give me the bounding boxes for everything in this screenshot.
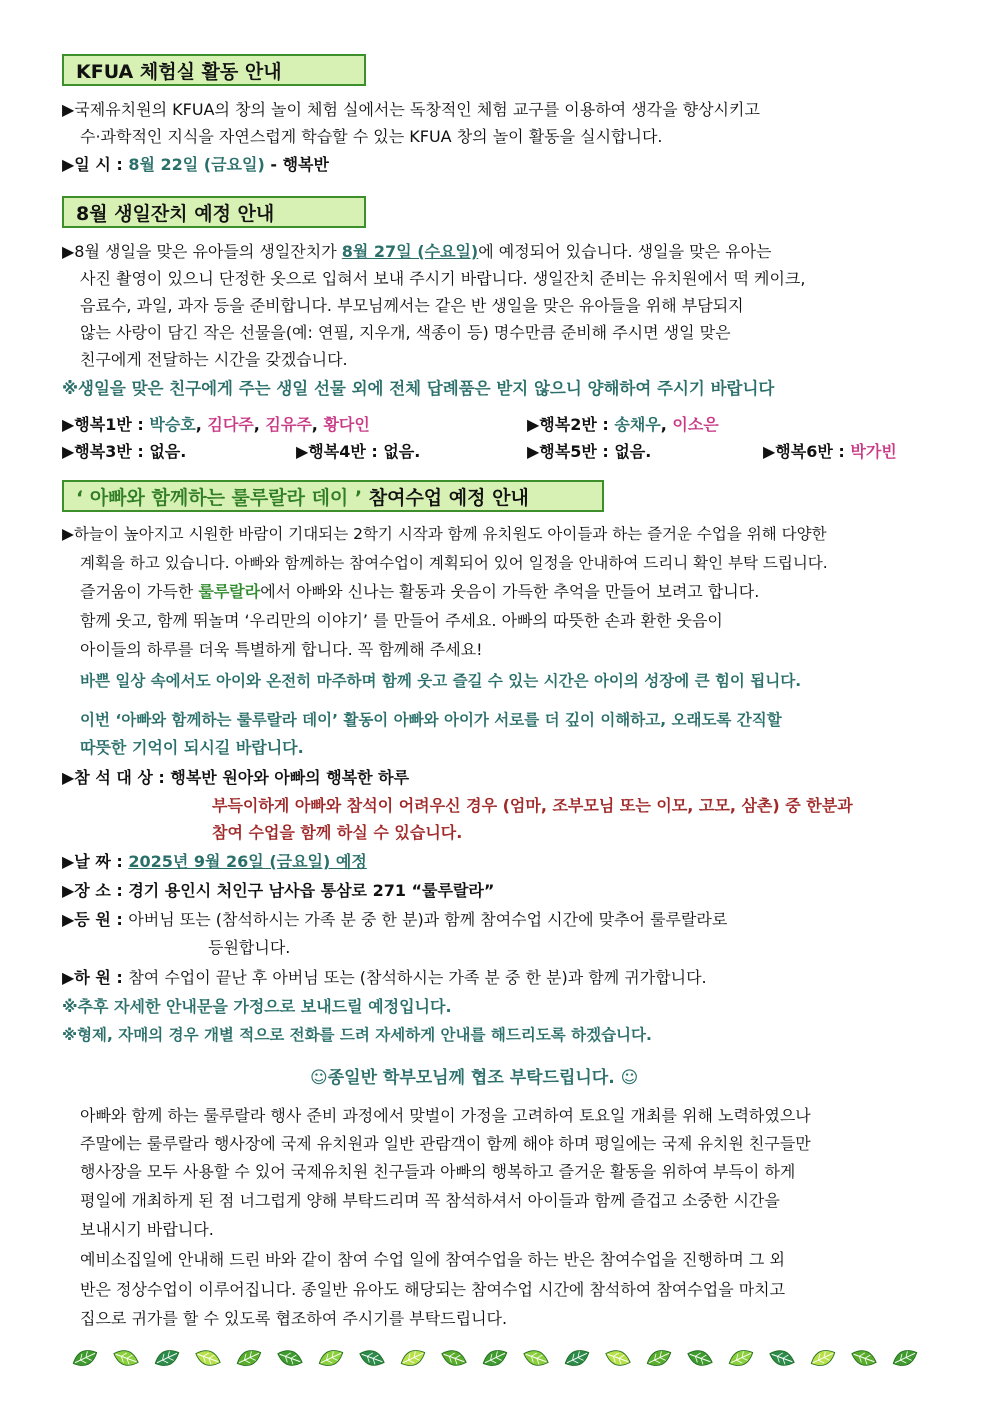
class-1-child: 박승호 <box>149 415 196 434</box>
dad-day-attendee-row <box>62 766 409 790</box>
dad-day-departure-row <box>62 966 707 990</box>
dad-day-section-title <box>62 480 604 512</box>
leaf-icon <box>603 1348 633 1368</box>
leaf-icon <box>685 1348 715 1368</box>
dad-day-date-row <box>62 850 367 874</box>
dad-day-title-suffix: 참여수업 예정 안내 <box>362 487 529 509</box>
dad-day-paragraph-line-4: 함께 웃고, 함께 뛰놀며 ‘우리만의 이야기’ 를 만들어 주세요. 아빠의 따뜻한 손과 환한 웃음이 <box>80 611 723 630</box>
arrival-value: 아버님 또는 (참석하시는 가족 분 중 한 분)과 함께 참여수업 시간에 맞추어 룰루랄라로 <box>128 910 728 929</box>
leaf-icon <box>849 1348 879 1368</box>
birthday-text-a: ▶8월 생일을 맞은 유아들의 생일잔치가 <box>62 242 342 261</box>
all-day-paragraph-line-5: 보내시기 바랍니다. <box>80 1220 214 1239</box>
kfua-date-suffix: - 행복반 <box>264 155 329 174</box>
class-2-label: ▶행복2반 : <box>527 415 615 434</box>
dad-day-note-2: ※형제, 자매의 경우 개별 적으로 전화를 드려 자세하게 안내를 해드리도록 하겠습니다. <box>62 1026 652 1044</box>
place-value: 경기 용인시 처인구 남사읍 통삼로 271 “룰루랄라” <box>128 881 495 900</box>
leaf-icon <box>808 1348 838 1368</box>
class-2-birthdays <box>527 413 719 437</box>
leaf-icon <box>357 1348 387 1368</box>
birthday-paragraph-line-5: 친구에게 전달하는 시간을 갖겠습니다. <box>80 350 348 369</box>
birthday-section-title: 8월 생일잔치 예정 안내 <box>62 196 366 228</box>
leaf-icon <box>644 1348 674 1368</box>
leaf-icon <box>890 1348 920 1368</box>
dad-day-paragraph-line-1: ▶하늘이 높아지고 시원한 바람이 기대되는 2학기 시작과 함께 유치원도 아이들과 하는 즐거운 수업을 위해 다양한 <box>62 525 827 543</box>
dad-day-highlight-line-2: 이번 ‘아빠와 함께하는 룰루랄라 데이’ 활동이 아빠와 아이가 서로를 더 깊이 이해하고, 오래도록 간직할 <box>80 711 782 729</box>
dad-day-event-name: ‘ 아빠와 함께하는 룰루랄라 데이 ’ <box>76 487 363 509</box>
all-day-paragraph-line-8: 집으로 귀가를 할 수 있도록 협조하여 주시기를 부탁드립니다. <box>80 1309 508 1328</box>
dad-day-venue-name: 룰루랄라 <box>198 582 261 601</box>
departure-value: 참여 수업이 끝난 후 아버님 또는 (참석하시는 가족 분 중 한 분)과 함께 귀가합니다. <box>128 968 707 987</box>
all-day-paragraph-line-1: 아빠와 함께 하는 룰루랄라 행사 준비 과정에서 맞벌이 가정을 고려하여 토요일 개최를 위해 노력하였으나 <box>80 1106 811 1125</box>
class-1-child: 김다주 <box>207 415 254 434</box>
leaf-icon <box>480 1348 510 1368</box>
dad-day-text-c: 에서 아빠와 신나는 활동과 웃음이 가득한 추억을 만들어 보려고 합니다. <box>260 582 760 601</box>
kfua-paragraph-line-2: 수·과학적인 지식을 자연스럽게 학습할 수 있는 KFUA 창의 놀이 활동을 실시합니다. <box>80 127 663 146</box>
kfua-date-value: 8월 22일 (금요일) <box>128 155 265 174</box>
class-1-label: ▶행복1반 : <box>62 415 150 434</box>
leaf-icon <box>275 1348 305 1368</box>
leaf-icon <box>193 1348 223 1368</box>
all-day-paragraph-line-3: 행사장을 모두 사용할 수 있어 국제유치원 친구들과 아빠의 행복하고 즐거운 활동을 위하여 부득이 하게 <box>80 1162 796 1181</box>
all-day-paragraph-line-6: 예비소집일에 안내해 드린 바와 같이 참여 수업 일에 참여수업을 하는 반은 참여수업을 진행하며 그 외 <box>80 1250 785 1269</box>
birthday-paragraph-line-1 <box>62 240 772 264</box>
all-day-paragraph-line-7: 반은 정상수업이 이루어집니다. 종일반 유아도 해당되는 참여수업 시간에 참석하여 참여수업을 마치고 <box>80 1280 786 1299</box>
all-day-paragraph-line-2: 주말에는 룰루랄라 행사장에 국제 유치원과 일반 관람객이 함께 해야 하며 평일에는 국제 유치원 친구들만 <box>80 1134 811 1153</box>
dad-day-paragraph-line-2: 계획을 하고 있습니다. 아빠와 함께하는 참여수업이 계획되어 있어 일정을 안내하여 드리니 확인 부탁 드립니다. <box>80 554 828 572</box>
dad-day-paragraph-line-3 <box>80 580 759 604</box>
birthday-paragraph-line-2: 사진 촬영이 있으니 단정한 옷으로 입혀서 보내 주시기 바랍니다. 생일잔치 준비는 유치원에서 떡 케이크, <box>80 269 806 288</box>
dad-day-paragraph-line-5: 아이들의 하루를 더욱 특별하게 합니다. 꼭 함께해 주세요! <box>80 640 483 659</box>
birthday-paragraph-line-3: 음료수, 과일, 과자 등을 준비합니다. 부모님께서는 같은 반 생일을 맞은 유아들을 위해 부담되지 <box>80 296 744 315</box>
class-5-birthdays: ▶행복5반 : 없음. <box>527 442 652 461</box>
arrival-value-line-2: 등원합니다. <box>208 938 291 957</box>
place-label: ▶장 소 : <box>62 881 129 900</box>
dad-day-note-1: ※추후 자세한 안내문을 가정으로 보내드릴 예정입니다. <box>62 997 452 1016</box>
dad-day-arrival-row <box>62 908 727 932</box>
birthday-date: 8월 27일 (수요일) <box>341 242 479 261</box>
kfua-date-label: ▶일 시 : <box>62 155 129 174</box>
dad-day-highlight-line-3: 따뜻한 기억이 되시길 바랍니다. <box>80 738 304 757</box>
leaf-icon <box>234 1348 264 1368</box>
all-day-paragraph-line-4: 평일에 개최하게 된 점 너그럽게 양해 부탁드리며 꼭 참석하셔서 아이들과 함께 즐겁고 소중한 시간을 <box>80 1191 780 1210</box>
leaf-icon <box>767 1348 797 1368</box>
birthday-gift-note: ※생일을 맞은 친구에게 주는 생일 선물 외에 전체 답례품은 받지 않으니 양해하여 주시기 바랍니다 <box>62 379 775 398</box>
date-label: ▶날 짜 : <box>62 852 129 871</box>
dad-day-place-row <box>62 879 494 903</box>
class-2-child: 송채우 <box>614 415 661 434</box>
attendee-note-line-1: 부득이하게 아빠와 참석이 어려우신 경우 (엄마, 조부모님 또는 이모, 고모, 삼촌) 중 한분과 <box>212 796 853 815</box>
departure-label: ▶하 원 : <box>62 968 129 987</box>
name-separator: , <box>311 415 324 434</box>
birthday-paragraph-line-4: 않는 사랑이 담긴 작은 선물을(예: 연필, 지우개, 색종이 등) 명수만큼 준비해 주시면 생일 맞은 <box>80 323 731 342</box>
class-2-child: 이소은 <box>672 415 719 434</box>
class-6-child: 박가빈 <box>850 442 897 461</box>
class-1-birthdays <box>62 413 370 437</box>
kfua-date-line <box>62 153 329 177</box>
leaf-icon <box>316 1348 346 1368</box>
leaf-icon <box>521 1348 551 1368</box>
all-day-section-title: ☺종일반 학부모님께 협조 부탁드립니다. ☺ <box>310 1068 639 1088</box>
attendee-note-line-2: 참여 수업을 함께 하실 수 있습니다. <box>212 823 463 842</box>
class-6-label: ▶행복6반 : <box>763 442 851 461</box>
attendee-label: ▶참 석 대 상 : <box>62 768 171 787</box>
class-4-birthdays: ▶행복4반 : 없음. <box>296 442 421 461</box>
dad-day-highlight-line-1: 바쁜 일상 속에서도 아이와 온전히 마주하며 함께 웃고 즐길 수 있는 시간은 아이의 성장에 큰 힘이 됩니다. <box>80 672 802 690</box>
arrival-label: ▶등 원 : <box>62 910 129 929</box>
leaf-icon <box>111 1348 141 1368</box>
date-value: 2025년 9월 26일 (금요일) 예정 <box>128 852 367 871</box>
leaf-icon <box>152 1348 182 1368</box>
leaf-icon <box>439 1348 469 1368</box>
attendee-value: 행복반 원아와 아빠의 행복한 하루 <box>170 768 410 787</box>
name-separator: , <box>660 415 673 434</box>
class-1-child: 황다인 <box>323 415 370 434</box>
name-separator: , <box>195 415 208 434</box>
class-1-child: 김유주 <box>265 415 312 434</box>
class-6-birthdays <box>763 440 897 464</box>
kfua-section-title: KFUA 체험실 활동 안내 <box>62 54 366 86</box>
leaf-icon <box>70 1348 100 1368</box>
leaf-border-decoration <box>70 1342 920 1376</box>
leaf-icon <box>562 1348 592 1368</box>
class-3-birthdays: ▶행복3반 : 없음. <box>62 442 187 461</box>
name-separator: , <box>253 415 266 434</box>
kfua-paragraph-line-1: ▶국제유치원의 KFUA의 창의 놀이 체험 실에서는 독창적인 체험 교구를 이용하여 생각을 향상시키고 <box>62 100 760 119</box>
leaf-icon <box>398 1348 428 1368</box>
leaf-icon <box>726 1348 756 1368</box>
dad-day-text-a: 즐거움이 가득한 <box>80 582 199 601</box>
birthday-text-c: 에 예정되어 있습니다. 생일을 맞은 유아는 <box>478 242 772 261</box>
